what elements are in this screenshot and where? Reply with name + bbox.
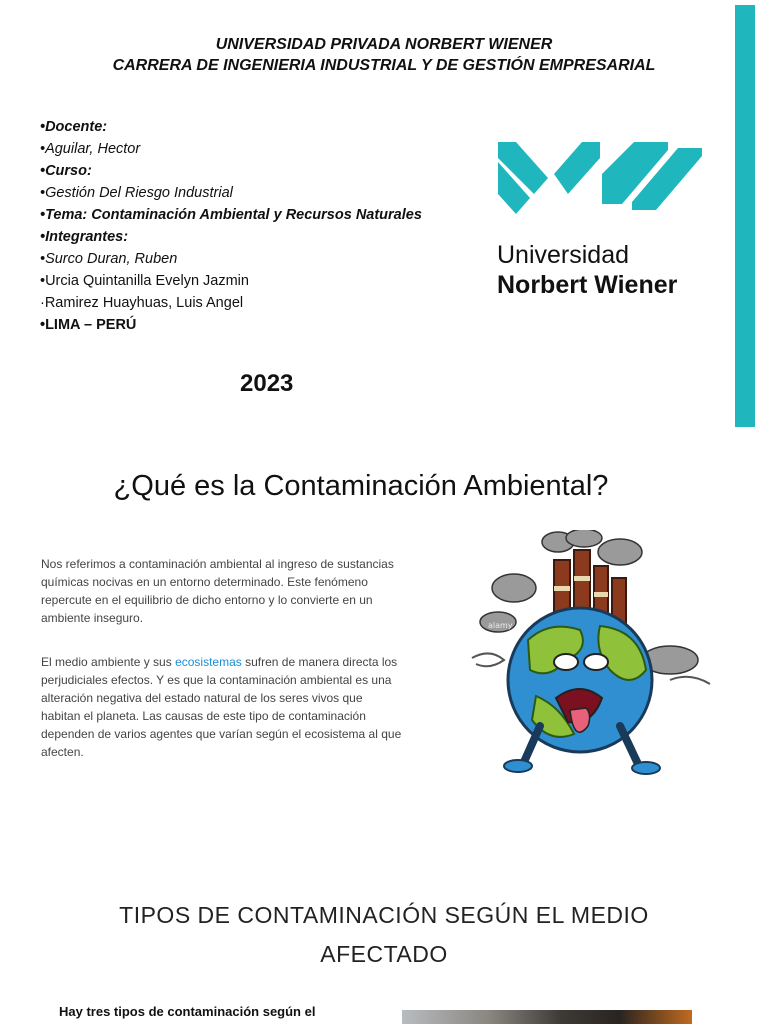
docente-label: •Docente: xyxy=(40,119,108,135)
ecosistemas-link[interactable]: ecosistemas xyxy=(175,655,242,669)
logo-line-2: Norbert Wiener xyxy=(497,271,678,299)
types-title: TIPOS DE CONTAMINACIÓN SEGÚN EL MEDIO AFECTADO xyxy=(119,902,649,967)
section-title: ¿Qué es la Contaminación Ambiental? xyxy=(113,470,609,502)
member-3: ·Ramirez Huayhuas, Luis Angel xyxy=(40,295,244,311)
paragraph-1: Nos referimos a contaminación ambiental al ingreso de sustancias químicas nocivas en un entorno determinado. Este fenómeno repercute en el equilibrio de dicho entorno y lo convierte en un ambiente inseguro. xyxy=(41,557,394,625)
year: 2023 xyxy=(240,370,294,397)
paragraph-2-start: El medio ambiente y sus xyxy=(41,655,176,669)
logo-line-1: Universidad xyxy=(497,241,630,269)
pollution-photo xyxy=(402,1010,692,1024)
integrantes-label: •Integrantes: xyxy=(40,229,129,245)
logo-wordmark xyxy=(497,240,677,300)
curso-label: •Curso: xyxy=(40,163,92,179)
member-1: •Surco Duran, Ruben xyxy=(40,251,178,267)
paragraph-2 xyxy=(41,653,403,761)
tema: •Tema: Contaminación Ambiental y Recursos Naturales xyxy=(40,207,422,223)
header-line-1: UNIVERSIDAD PRIVADA NORBERT WIENER xyxy=(215,36,553,53)
university-header xyxy=(0,34,768,76)
watermark-text: alamy xyxy=(488,621,513,630)
curso-name: •Gestión Del Riesgo Industrial xyxy=(40,185,233,201)
location: •LIMA – PERÚ xyxy=(40,317,137,333)
docente-name: •Aguilar, Hector xyxy=(40,141,141,157)
paragraph-2-end: sufren de manera directa los perjudiciales efectos. Y es que la contaminación ambiental es una alteración negativa del estado natural de los seres vivos que habitan el planeta. Las causas de este tipo de contaminación dependen de varios agentes que varían según el ecosistema al que afecten. xyxy=(41,655,402,759)
cover-info xyxy=(40,116,422,336)
types-intro: Hay tres tipos de contaminación según el xyxy=(59,1004,316,1019)
polluted-earth-illustration xyxy=(470,530,715,776)
member-2: •Urcia Quintanilla Evelyn Jazmin xyxy=(40,273,249,289)
header-line-2: CARRERA DE INGENIERIA INDUSTRIAL Y DE GESTIÓN EMPRESARIAL xyxy=(112,57,656,74)
